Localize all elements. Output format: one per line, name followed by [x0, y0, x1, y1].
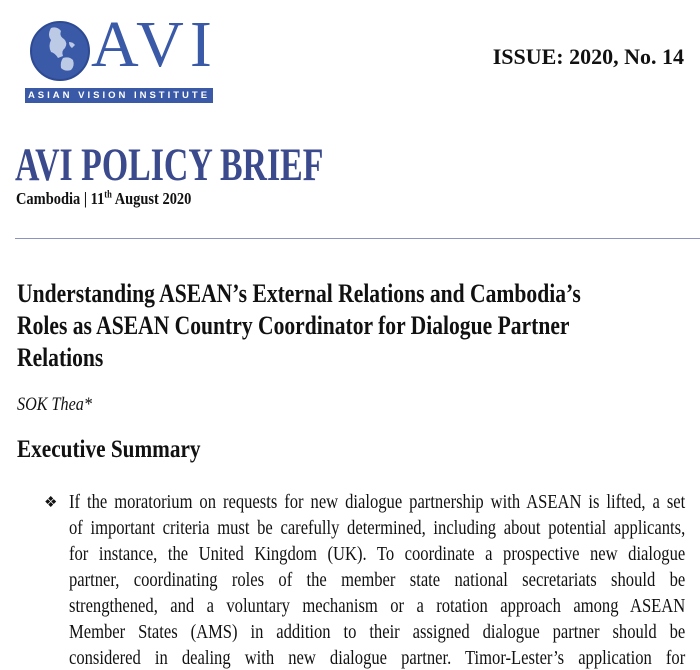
title-line: Relations — [17, 343, 104, 372]
globe-icon — [29, 20, 91, 82]
section-heading: Executive Summary — [17, 436, 201, 463]
body-line: partner, coordinating roles of the member state national secretariats should be — [69, 570, 686, 591]
body-line: strengthened, and a voluntary mechanism or a rotation approach among ASEAN — [69, 596, 686, 617]
brief-title: AVI POLICY BRIEF — [15, 139, 324, 191]
body-line: for instance, the United Kingdom (UK). To coordinate a prospective new dialogue — [69, 544, 686, 565]
avi-logo — [25, 8, 218, 104]
issue-number: ISSUE: 2020, No. 14 — [492, 44, 684, 69]
dateline-place: Cambodia | 11 — [16, 189, 105, 208]
dateline — [16, 189, 191, 209]
title-line: Understanding ASEAN’s External Relations and Cambodia’s — [17, 279, 581, 308]
logo-letters: AVI — [91, 8, 218, 81]
author: SOK Thea* — [17, 394, 92, 415]
title-line: Roles as ASEAN Country Coordinator for Dialogue Partner — [17, 311, 570, 340]
divider — [15, 238, 700, 239]
logo-tagline: ASIAN VISION INSTITUTE — [25, 88, 213, 103]
body-line: Member States (AMS) in addition to their assigned dialogue partner should be — [69, 622, 686, 643]
body-line: considered in dealing with new dialogue partner. Timor-Lester’s application for — [69, 648, 686, 669]
body-line: If the moratorium on requests for new dialogue partnership with ASEAN is lifted, a set — [69, 492, 686, 513]
bullet-diamond-icon: ❖ — [44, 495, 58, 511]
dateline-date: August 2020 — [111, 189, 192, 208]
dateline-ordinal: th — [104, 189, 112, 201]
body-line: of important criteria must be carefully determined, including about potential applicants, — [69, 518, 686, 539]
